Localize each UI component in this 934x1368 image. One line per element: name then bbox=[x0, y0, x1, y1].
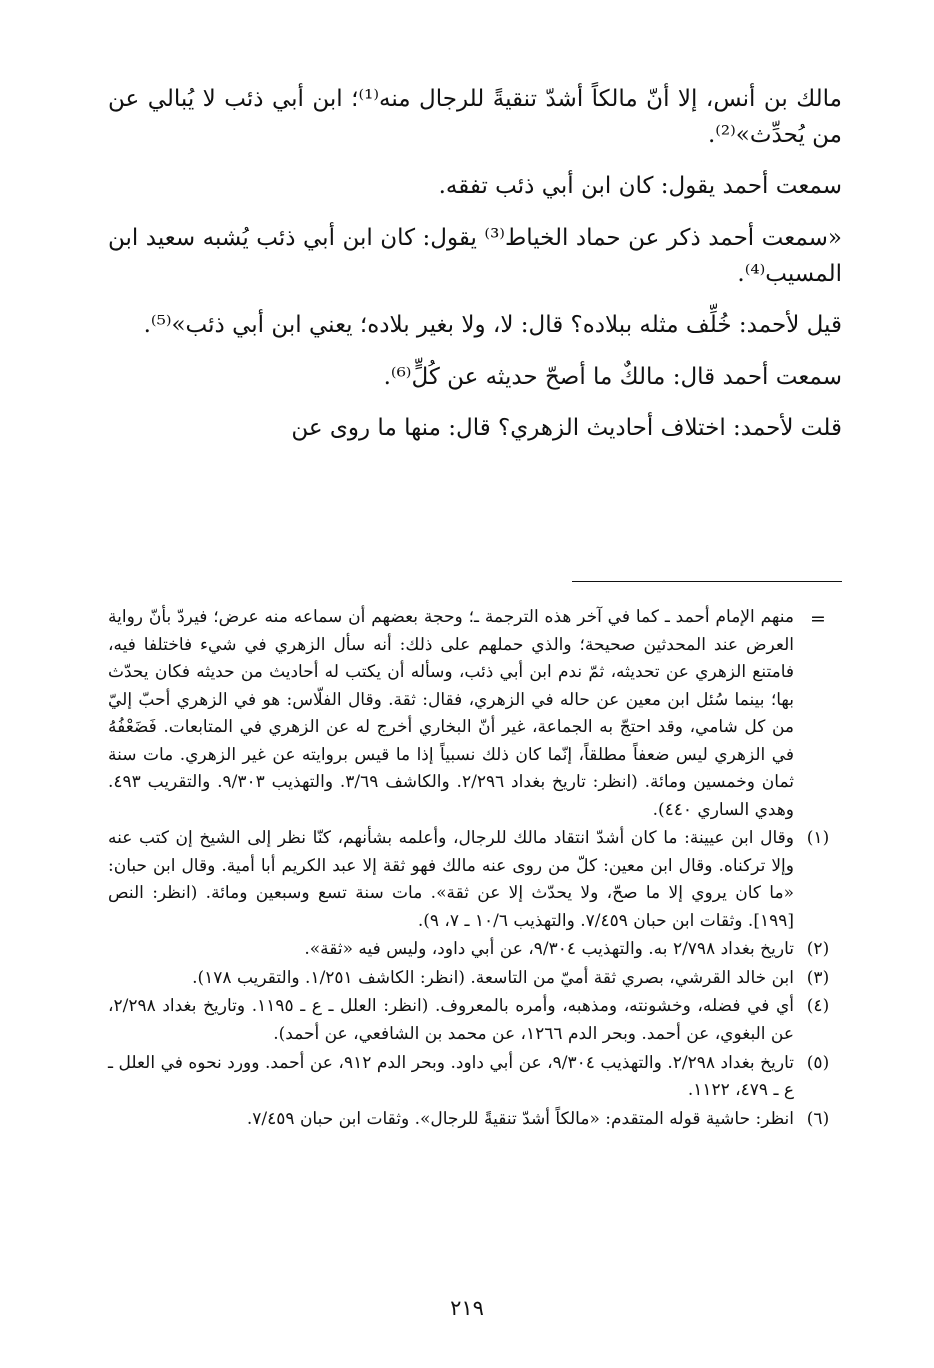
footnote-marker: (٢) bbox=[806, 939, 830, 960]
main-paragraph-6: قلت لأحمد: اختلاف أحاديث الزهري؟ قال: منها ما روى عن bbox=[291, 415, 842, 442]
footnote-1 bbox=[108, 825, 842, 935]
main-text bbox=[108, 82, 842, 463]
footnote-text: منهم الإمام أحمد ـ كما في آخر هذه الترجمة ـ؛ وحجة بعضهم أن سماعه منه عرض؛ فيردّ بأنّ رواية العرض عند المحدثين صحيحة؛ والذي حملهم على ذلك: أنه سأل الزهري في شيء فاختلفا فيه، فامتنع الزهري عن تحديثه، ثمّ ندم ابن أبي ذئب، وسأله أن يكتب له أحاديث من حديثه فكان يحدّث بها؛ بينما سُئل ابن معين عن حاله في الزهري، فقال: ثقة. وقال الفلّاس: هو في الزهري أحبّ إليّ من كل شامي، وقد احتجّ به الجماعة، غير أنّ البخاري أخرج له عن الزهري في المتابعات. فَضَعْفُهُ في الزهري ليس ضعفاً مطلقاً، إنّما كان ذلك نسبياً إذا ما قيس بروايته عن غير الزهري. مات سنة ثمان وخمسين ومائة. (انظر: تاريخ بغداد ٢/٢٩٦. والكاشف ٣/٦٩. والتهذيب ٩/٣٠٣. والتقريب ٤٩٣. وهدي الساري ٤٤٠). bbox=[108, 607, 795, 820]
page-number: ٢١٩ bbox=[450, 1296, 484, 1320]
footnote-3 bbox=[108, 965, 842, 993]
footnote-marker: (٣) bbox=[806, 967, 830, 988]
footnote-4 bbox=[108, 993, 842, 1048]
main-paragraph-5: سمعت أحمد قال: مالكٌ ما أصحّ حديثه عن كُلٍّ⁽⁶⁾. bbox=[383, 363, 842, 390]
footnote-marker: = bbox=[810, 608, 826, 630]
footnote-marker: (٥) bbox=[806, 1052, 830, 1073]
footnote-text: أي في فضله، وخشونته، ومذهبه، وأمره بالمعروف. (انظر: العلل ـ ع ـ ١١٩٥. وتاريخ بغداد ٢/٢٩٨، عن البغوي، عن أحمد. وبحر الدم ١٢٦٦، عن محمد بن الشافعي، عن أحمد). bbox=[108, 996, 794, 1044]
footnote-text: وقال ابن عيينة: ما كان أشدّ انتقاد مالك للرجال، وأعلمه بشأنهم، كنّا نظر إلى الشيخ إن كتب عنه وإلا تركناه. وقال ابن معين: كلّ من روى عنه مالك فهو ثقة إلا عبد الكريم أبا أمية. وقال ابن حبان: «ما كان يروي إلا ما صحّ، ولا يحدّث إلا عن ثقة». مات سنة تسع وسبعين ومائة. (انظر: النص [١٩٩]. وثقات ابن حبان ٧/٤٥٩. والتهذيب ١٠/٦ ـ ٧، ٩). bbox=[108, 828, 794, 931]
main-paragraph-4: قيل لأحمد: خُلِّف مثله ببلاده؟ قال: لا، ولا بغير بلاده؛ يعني ابن أبي ذئب»⁽⁵⁾. bbox=[143, 312, 842, 339]
footnote-text: انظر: حاشية قوله المتقدم: «مالكاً أشدّ تنقيةً للرجال». وثقات ابن حبان ٧/٤٥٩. bbox=[246, 1108, 794, 1129]
footnote-separator bbox=[572, 581, 842, 582]
main-paragraph-2: سمعت أحمد يقول: كان ابن أبي ذئب تفقه. bbox=[438, 173, 842, 200]
footnote-2 bbox=[108, 936, 842, 964]
footnote-marker: (٤) bbox=[806, 996, 830, 1017]
footnote-marker: (٦) bbox=[806, 1108, 830, 1129]
footnote-text: تاريخ بغداد ٢/٢٩٨. والتهذيب ٩/٣٠٤، عن أبي داود. وبحر الدم ٩١٢، عن أحمد. وورد نحوه في العلل ـ ع ـ ٤٧٩، ١١٢٢. bbox=[108, 1052, 794, 1101]
footnote-5 bbox=[108, 1050, 842, 1105]
main-paragraph-3: «سمعت أحمد ذكر عن حماد الخياط⁽³⁾ يقول: كان ابن أبي ذئب يُشبه سعيد ابن المسيب⁽⁴⁾. bbox=[108, 224, 842, 287]
footnote-text: ابن خالد القرشي، بصري ثقة أميّ من التاسعة. (انظر: الكاشف ١/٢٥١. والتقريب ١٧٨). bbox=[192, 967, 794, 988]
footnote-continuation bbox=[108, 604, 842, 824]
footnotes bbox=[108, 604, 842, 1134]
footnote-marker: (١) bbox=[806, 828, 830, 849]
footnote-text: تاريخ بغداد ٢/٧٩٨ به. والتهذيب ٩/٣٠٤، عن أبي داود، وليس فيه «ثقة». bbox=[304, 939, 794, 960]
footnote-6 bbox=[108, 1106, 842, 1134]
main-paragraph-1: مالك بن أنس، إلا أنّ مالكاً أشدّ تنقيةً للرجال منه⁽¹⁾؛ ابن أبي ذئب لا يُبالي عن من يُحدِّث»⁽²⁾. bbox=[108, 86, 842, 148]
